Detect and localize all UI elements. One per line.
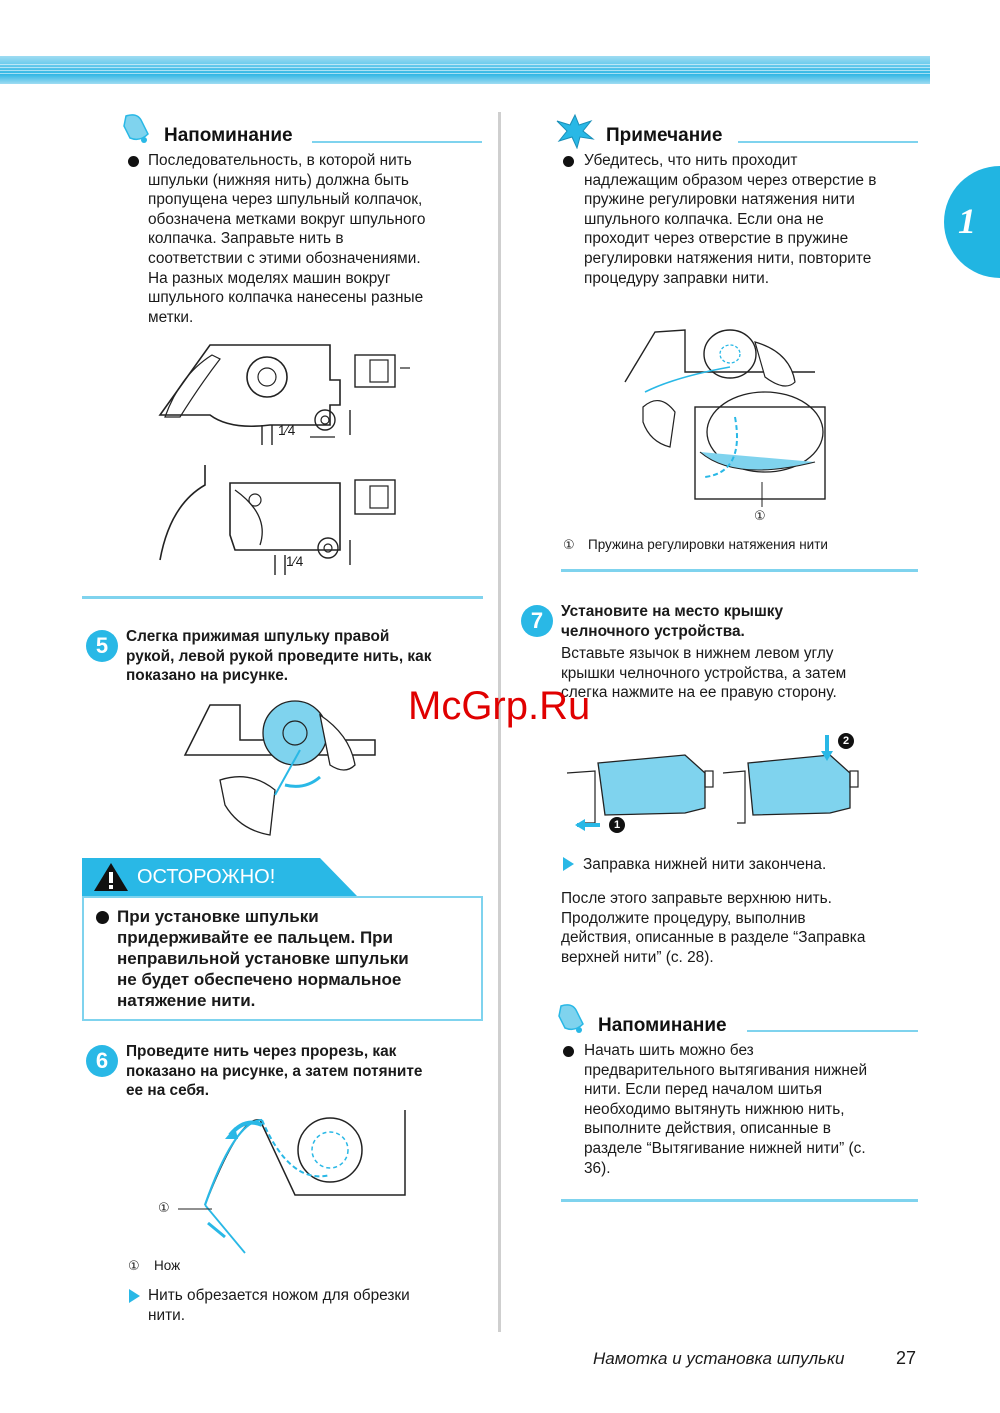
header-bar-stripes: [0, 64, 930, 76]
reminder-title: Напоминание: [164, 125, 293, 146]
note-bullet: [563, 156, 574, 167]
step-7-badge-2: 2: [838, 733, 854, 749]
left-section-rule-1: [82, 596, 483, 599]
right-section-rule-1: [561, 569, 918, 572]
step-6-result: Нить обрезается ножом для обрезки нити.: [148, 1287, 410, 1324]
tension-spring-figure: [615, 322, 830, 522]
figure-2-label: 1⁄4: [286, 554, 304, 569]
reminder-right-title: Напоминание: [598, 1015, 727, 1036]
note-text: Убедитесь, что нить проходит надлежащим образом через отверстие в пружине регулировки натяжения нити шпульного колпачка. Если она не проходит через отверстие в пружине регулировки натяжения нити, повторите процедуру заправки нити.: [584, 152, 877, 287]
warning-bullet: [96, 911, 109, 924]
step-7-number: 7: [521, 605, 553, 637]
result-marker-right: [563, 857, 574, 871]
step-7-title: Установите на место крышку челночного устройства.: [561, 603, 784, 640]
bell-icon: [118, 112, 158, 148]
bobbin-case-figure-2: [150, 455, 420, 580]
step-7-result: Заправка нижней нити закончена.: [583, 856, 827, 873]
reminder-text: Последовательность, в которой нить шпульки (нижняя нить) должна быть пропущена через шпульный колпачок, обозначена метками вокруг шпульного колпачка. Заправьте нить в соответствии с этими обозначениями. На разных моделях машин вокруг шпульного колпачка нанесены разные метки.: [148, 152, 426, 326]
watermark: McGrp.Ru: [408, 684, 591, 728]
warning-icon: [92, 861, 130, 893]
step-5-number: 5: [86, 630, 118, 662]
result-marker: [129, 1289, 140, 1303]
warning-title: ОСТОРОЖНО!: [137, 866, 276, 888]
reminder-right-title-line: [747, 1030, 918, 1032]
step-7-text: Вставьте язычок в нижнем левом углу крышки челночного устройства, а затем слегка нажмите на ее правую сторону.: [561, 645, 847, 702]
warning-text: При установке шпульки придерживайте ее пальцем. При неправильной установке шпульки не будет обеспечено нормальное натяжение нити.: [117, 907, 409, 1010]
reminder-right-text: Начать шить можно без предварительного вытягивания нижней нити. Если перед началом шитья необходимо вытянуть нижнюю нить, выполните действия, описанные в разделе “Вытягивание нижней нити” (с. 36).: [584, 1042, 868, 1177]
after-threading-text: После этого заправьте верхнюю нить. Продолжите процедуру, выполнив действия, описанные в разделе “Заправка верхней нити” (с. 28).: [561, 890, 866, 966]
legend-knife-text: Нож: [154, 1258, 181, 1273]
spring-callout: ①: [754, 508, 766, 523]
footer-section-title: Намотка и установка шпульки: [593, 1349, 845, 1368]
note-title: Примечание: [606, 125, 723, 146]
step-6-text: Проведите нить через прорезь, как показано на рисунке, а затем потяните ее на себя.: [126, 1043, 423, 1100]
reminder-right-bullet: [563, 1046, 574, 1057]
step-5-figure: [180, 695, 380, 845]
legend-spring-num: ①: [563, 537, 575, 552]
note-icon: [555, 113, 595, 149]
figure-1-label: 1⁄4: [278, 423, 296, 438]
step-6-figure: [150, 1105, 415, 1260]
bell-icon-right: [553, 1002, 593, 1038]
reminder-bullet: [128, 156, 139, 167]
legend-knife-num: ①: [128, 1258, 140, 1273]
legend-spring-text: Пружина регулировки натяжения нити: [588, 537, 828, 552]
note-title-line: [738, 141, 918, 143]
page-number: 27: [896, 1348, 917, 1368]
step-7-badge-1: 1: [609, 817, 625, 833]
step-6-callout: ①: [158, 1200, 170, 1215]
step-6-number: 6: [86, 1045, 118, 1077]
step-5-text: Слегка прижимая шпульку правой рукой, левой рукой проведите нить, как показано на рисунке.: [126, 628, 432, 685]
reminder-title-line: [312, 141, 482, 143]
chapter-number: 1: [958, 201, 976, 241]
right-section-rule-2: [561, 1199, 918, 1202]
